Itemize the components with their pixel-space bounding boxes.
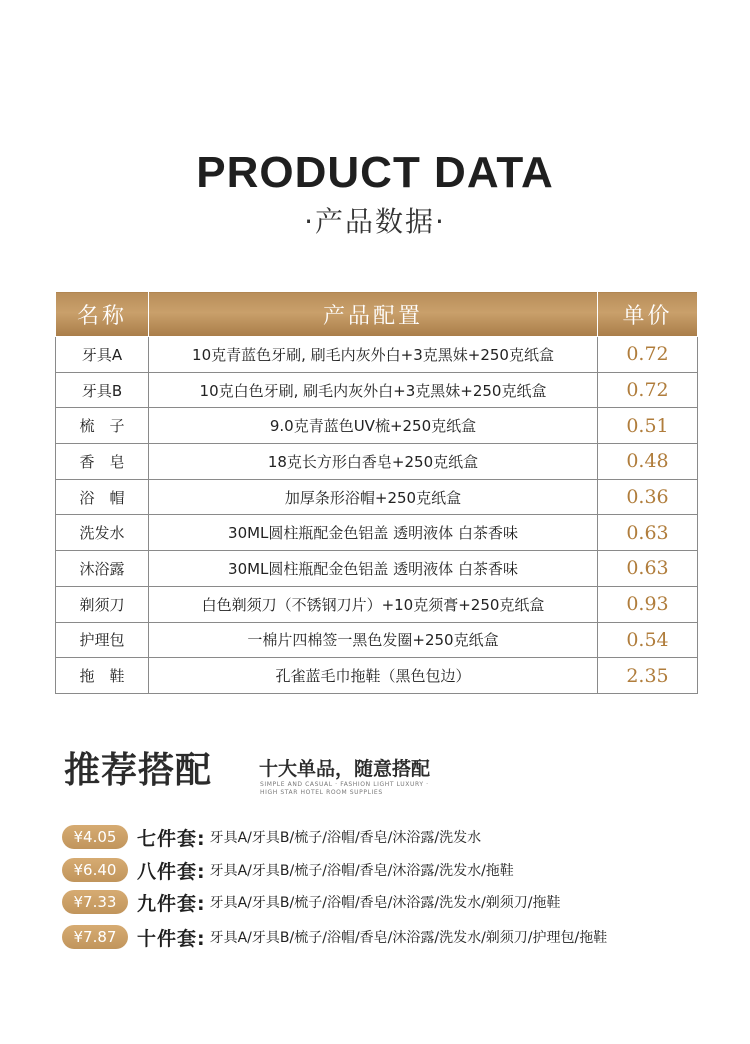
table-row [56, 337, 698, 373]
cell-price: 0.51 [598, 408, 698, 444]
combo-price-badge: ¥4.05 [62, 825, 128, 849]
cell-price: 0.36 [598, 479, 698, 515]
cell-config: 10克白色牙刷, 刷毛内灰外白+3克黑妹+250克纸盒 [149, 372, 598, 408]
tagline-line-2: HIGH STAR HOTEL ROOM SUPPLIES [260, 789, 383, 796]
cell-name: 梳 子 [56, 408, 149, 444]
cell-config: 加厚条形浴帽+250克纸盒 [149, 479, 598, 515]
combo-items: 牙具A/牙具B/梳子/浴帽/香皂/沐浴露/洗发水 [209, 830, 482, 846]
column-header-price: 单价 [598, 292, 698, 337]
cell-price: 0.93 [598, 586, 698, 622]
recommend-subtitle: 十大单品，随意搭配 [259, 758, 431, 780]
cell-config: 白色剃须刀（不锈钢刀片）+10克须膏+250克纸盒 [149, 586, 598, 622]
column-header-name: 名称 [56, 292, 149, 337]
cell-name: 浴 帽 [56, 479, 149, 515]
cell-name: 拖 鞋 [56, 658, 149, 694]
tagline-line-1: SIMPLE AND CASUAL · FASHION LIGHT LUXURY · [260, 781, 429, 788]
table-row [56, 479, 698, 515]
cell-name: 洗发水 [56, 515, 149, 551]
combo-items: 牙具A/牙具B/梳子/浴帽/香皂/沐浴露/洗发水/剃须刀/护理包/拖鞋 [209, 930, 608, 946]
table-row [56, 408, 698, 444]
combo-row [62, 857, 514, 883]
page-title: PRODUCT DATA [196, 148, 554, 197]
combo-items: 牙具A/牙具B/梳子/浴帽/香皂/沐浴露/洗发水/剃须刀/拖鞋 [209, 895, 561, 911]
cell-config: 30ML圆柱瓶配金色铝盖 透明液体 白茶香味 [149, 551, 598, 587]
cell-price: 2.35 [598, 658, 698, 694]
cell-name: 沐浴露 [56, 551, 149, 587]
cell-config: 10克青蓝色牙刷, 刷毛内灰外白+3克黑妹+250克纸盒 [149, 337, 598, 373]
recommend-english-tagline [260, 781, 490, 797]
product-table [55, 291, 698, 694]
page-subtitle: ·产品数据· [304, 205, 446, 238]
cell-name: 护理包 [56, 622, 149, 658]
cell-name: 牙具A [56, 337, 149, 373]
table-header-row [56, 292, 698, 337]
cell-config: 30ML圆柱瓶配金色铝盖 透明液体 白茶香味 [149, 515, 598, 551]
combo-price-badge: ¥7.33 [62, 890, 128, 914]
cell-price: 0.72 [598, 372, 698, 408]
combo-price-badge: ¥6.40 [62, 858, 128, 882]
cell-price: 0.54 [598, 622, 698, 658]
combo-name: 七件套: [137, 827, 206, 850]
cell-config: 9.0克青蓝色UV梳+250克纸盒 [149, 408, 598, 444]
cell-price: 0.63 [598, 515, 698, 551]
cell-config: 孔雀蓝毛巾拖鞋（黑色包边） [149, 658, 598, 694]
table-row [56, 551, 698, 587]
cell-price: 0.72 [598, 337, 698, 373]
table-row [56, 515, 698, 551]
combo-name: 十件套: [137, 927, 206, 950]
cell-config: 18克长方形白香皂+250克纸盒 [149, 444, 598, 480]
cell-name: 牙具B [56, 372, 149, 408]
combo-name: 八件套: [137, 860, 206, 883]
cell-name: 剃须刀 [56, 586, 149, 622]
cell-price: 0.63 [598, 551, 698, 587]
table-row [56, 658, 698, 694]
combo-row [62, 824, 481, 850]
cell-price: 0.48 [598, 444, 698, 480]
table-row [56, 444, 698, 480]
table-row [56, 586, 698, 622]
combo-row [62, 889, 561, 915]
column-header-config: 产品配置 [149, 292, 598, 337]
table-row [56, 622, 698, 658]
combo-row [62, 924, 607, 950]
cell-config: 一棉片四棉签一黑色发圈+250克纸盒 [149, 622, 598, 658]
combo-items: 牙具A/牙具B/梳子/浴帽/香皂/沐浴露/洗发水/拖鞋 [209, 863, 514, 879]
recommend-title: 推荐搭配 [64, 750, 213, 791]
combo-price-badge: ¥7.87 [62, 925, 128, 949]
cell-name: 香 皂 [56, 444, 149, 480]
combo-name: 九件套: [137, 892, 206, 915]
table-row [56, 372, 698, 408]
